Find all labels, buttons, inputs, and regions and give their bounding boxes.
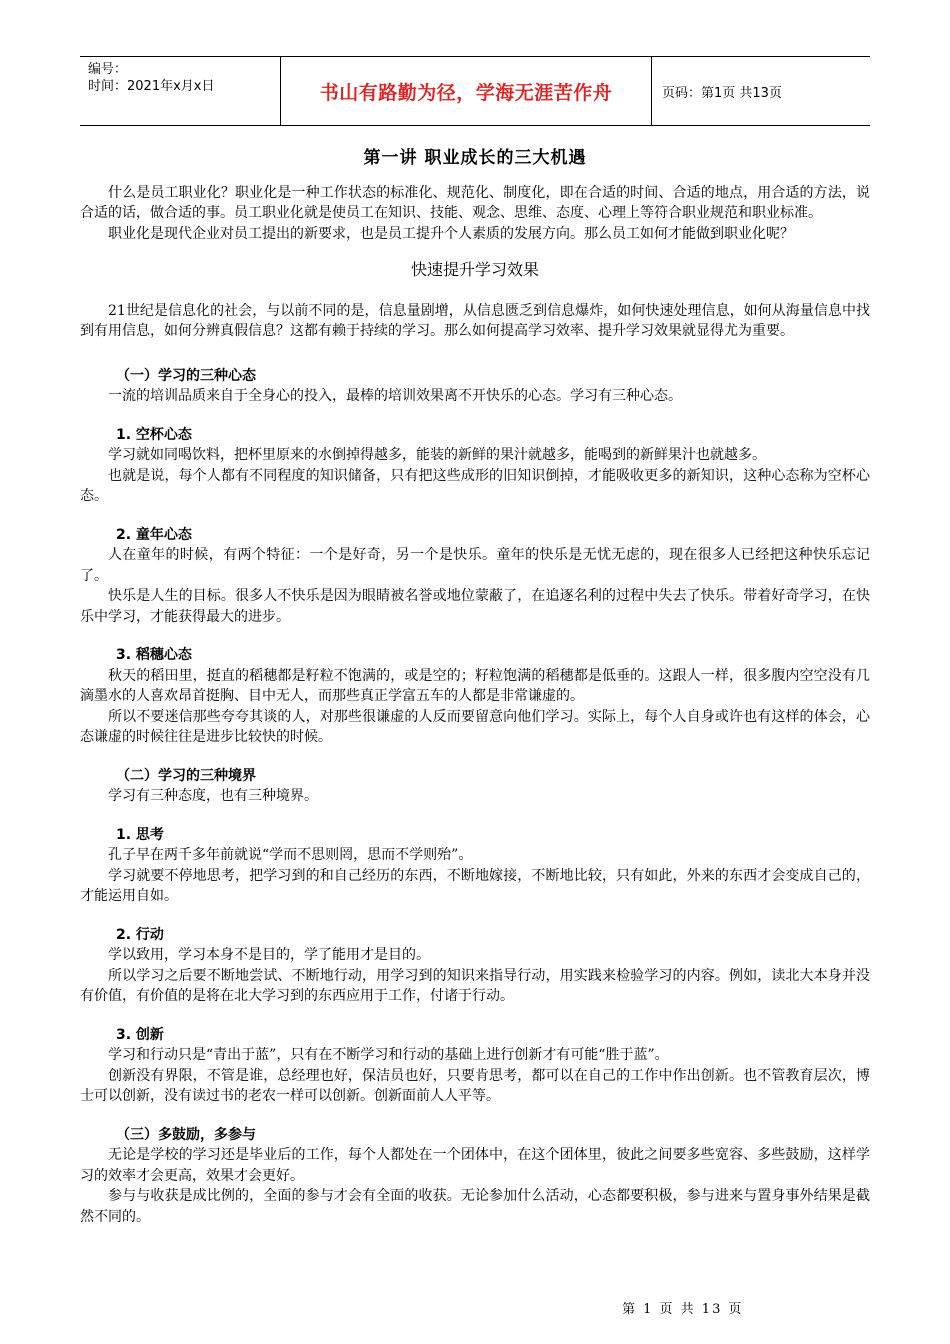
subsection-heading: 2. 童年心态 [116,526,192,543]
subsection-paragraph: 学习就如同喝饮料，把杯里原来的水倒掉得越多，能装的新鲜的果汁就越多，能喝到的新鲜果汁也就越多。 [108,447,766,463]
section-heading: （二）学习的三种境界 [116,767,256,784]
header-motto: 书山有路勤为径，学海无涯苦作舟 [281,57,652,125]
subsection-paragraph: 所以不要迷信那些夸夸其谈的人，对那些很谦虚的人反而要留意向他们学习。实际上，每个人自身或许也有这样的体会，心态谦虚的时候往往是进步比较快的时候。 [80,708,870,745]
subsection-heading: 3. 创新 [116,1026,164,1043]
document-header [80,56,870,126]
subsection-paragraph: 所以学习之后要不断地尝试、不断地行动，用学习到的知识来指导行动，用实践来检验学习的内容。例如，读北大本身并没有价值，有价值的是将在北大学习到的东西应用于工作，付诸于行动。 [80,967,870,1004]
subsection-paragraph: 创新没有界限，不管是谁，总经理也好，保洁员也好，只要肯思考，都可以在自己的工作中作出创新。也不管教育层次，博士可以创新，没有读过书的老农一样可以创新。创新面前人人平等。 [80,1067,870,1104]
document-time-label: 时间：2021年x月x日 [88,79,215,94]
subsection-heading: 2. 行动 [116,926,164,943]
section-heading: （三）多鼓励，多参与 [116,1126,256,1143]
subsection-paragraph: 孔子早在两千多年前就说“学而不思则罔，思而不学则殆”。 [108,847,473,863]
document-body [80,142,870,1227]
sections-container [80,366,870,1228]
subsection-heading: 1. 空杯心态 [116,426,192,443]
section-paragraph: 无论是学校的学习还是毕业后的工作，每个人都处在一个团体中，在这个团体里，彼此之间要多些宽容、多些鼓励，这样学习的效率才会更高，效果才会更好。 [80,1147,870,1184]
header-meta-cell [80,57,281,125]
intro-paragraph: 什么是员工职业化？职业化是一种工作状态的标准化、规范化、制度化，即在合适的时间、合适的地点，用合适的方法，说合适的话，做合适的事。员工职业化就是使员工在知识、技能、观念、思维、态度、心理上等符合职业规范和职业标准。 [80,184,870,221]
section-heading: （一）学习的三种心态 [116,367,256,384]
intro-paragraph: 职业化是现代企业对员工提出的新要求，也是员工提升个人素质的发展方向。那么员工如何才能做到职业化呢？ [108,225,794,242]
subsection-heading: 1. 思考 [116,826,164,843]
section-paragraph: 一流的培训品质来自于全身心的投入，最棒的培训效果离不开快乐的心态。学习有三种心态。 [108,388,682,404]
section-paragraph: 学习有三种态度，也有三种境界。 [108,788,318,804]
header-page-info: 页码：第1页 共13页 [662,85,782,101]
lead-paragraph: 21世纪是信息化的社会，与以前不同的是，信息量剧增，从信息匮乏到信息爆炸，如何快速处理信息，如何从海量信息中找到有用信息，如何分辨真假信息？这都有赖于持续的学习。那么如何提高学习效率、提升学习效果就显得尤为重要。 [80,302,870,339]
section-paragraph: 参与与收获是成比例的，全面的参与才会有全面的收获。无论参加什么活动，心态都要积极，参与进来与置身事外结果是截然不同的。 [80,1188,870,1225]
page-footer: 第 1 页 共 13 页 [622,1302,744,1317]
subsection-paragraph: 学习和行动只是“青出于蓝”，只有在不断学习和行动的基础上进行创新才有可能“胜于蓝”。 [108,1047,669,1063]
subsection-paragraph: 秋天的稻田里，挺直的稻穗都是籽粒不饱满的，或是空的；籽粒饱满的稻穗都是低垂的。这跟人一样，很多腹内空空没有几滴墨水的人喜欢昂首挺胸、目中无人，而那些真正学富五车的人都是非常谦虚的。 [80,667,870,704]
subsection-heading: 3. 稻穗心态 [116,647,192,663]
subsection-paragraph: 也就是说，每个人都有不同程度的知识储备，只有把这些成形的旧知识倒掉，才能吸收更多的新知识，这种心态称为空杯心态。 [80,467,870,504]
subsection-paragraph: 学以致用，学习本身不是目的，学了能用才是目的。 [108,947,430,963]
subsection-paragraph: 学习就要不停地思考，把学习到的和自己经历的东西，不断地嫁接，不断地比较，只有如此，外来的东西才会变成自己的，才能运用自如。 [80,867,870,904]
subsection-paragraph: 人在童年的时候，有两个特征：一个是好奇，另一个是快乐。童年的快乐是无忧无虑的，现在很多人已经把这种快乐忘记了。 [80,547,870,584]
document-number-label: 编号： [88,62,128,77]
page-title: 第一讲 职业成长的三大机遇 [363,148,587,168]
subsection-paragraph: 快乐是人生的目标。很多人不快乐是因为眼睛被名誉或地位蒙蔽了，在追逐名利的过程中失去了快乐。带着好奇学习，在快乐中学习，才能获得最大的进步。 [80,588,870,625]
section-subtitle: 快速提升学习效果 [410,260,539,279]
